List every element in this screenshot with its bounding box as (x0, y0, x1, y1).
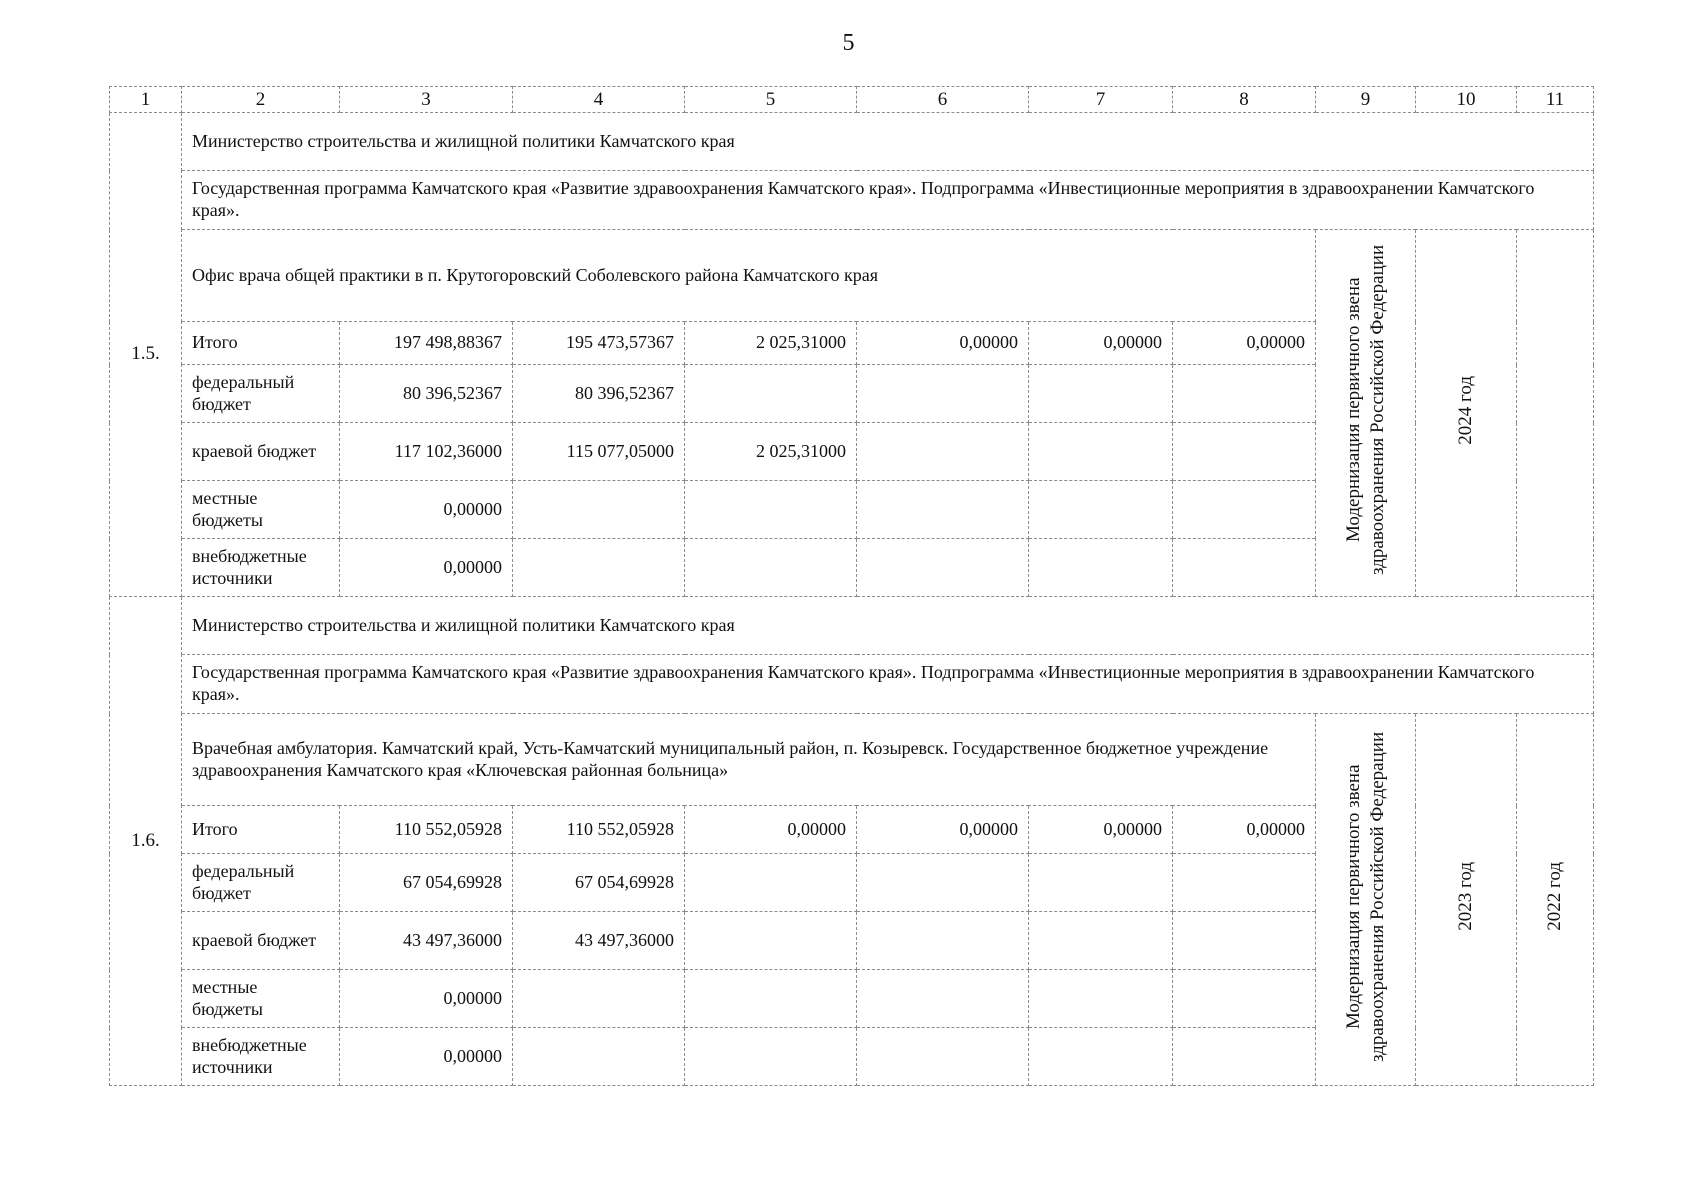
year-end: 2023 год (1455, 862, 1477, 932)
value-cell (1029, 1028, 1173, 1086)
value-cell: 0,00000 (340, 970, 513, 1028)
value-cell (685, 1028, 857, 1086)
value-cell (1029, 970, 1173, 1028)
value-cell: 115 077,05000 (513, 423, 685, 481)
year-cell (1416, 714, 1517, 1086)
value-cell (1173, 854, 1316, 912)
row-label: Итого (182, 806, 340, 854)
row-label: краевой бюджет (182, 423, 340, 481)
value-cell (1173, 481, 1316, 539)
value-cell (513, 1028, 685, 1086)
value-cell: 0,00000 (857, 322, 1029, 365)
column-number: 5 (685, 87, 857, 113)
column-number: 2 (182, 87, 340, 113)
value-cell: 67 054,69928 (340, 854, 513, 912)
row-label: местные бюджеты (182, 481, 340, 539)
column-number: 10 (1416, 87, 1517, 113)
value-cell (1173, 539, 1316, 597)
value-cell: 0,00000 (685, 806, 857, 854)
value-cell (1173, 365, 1316, 423)
value-cell: 195 473,57367 (513, 322, 685, 365)
budget-table (109, 86, 1594, 1086)
value-cell (857, 912, 1029, 970)
column-number: 1 (110, 87, 182, 113)
value-cell (685, 539, 857, 597)
row-label: местные бюджеты (182, 970, 340, 1028)
value-cell (1173, 912, 1316, 970)
value-cell (1029, 481, 1173, 539)
value-cell: 67 054,69928 (513, 854, 685, 912)
value-cell: 0,00000 (340, 481, 513, 539)
value-cell: 0,00000 (857, 806, 1029, 854)
value-cell: 80 396,52367 (340, 365, 513, 423)
value-cell (1029, 365, 1173, 423)
ministry-name: Министерство строительства и жилищной политики Камчатского края (182, 113, 1594, 171)
value-cell: 2 025,31000 (685, 322, 857, 365)
value-cell: 0,00000 (1173, 806, 1316, 854)
column-number: 4 (513, 87, 685, 113)
row-label: внебюджетные источники (182, 1028, 340, 1086)
column-number: 11 (1517, 87, 1594, 113)
value-cell (857, 970, 1029, 1028)
section-number: 1.5. (110, 113, 182, 597)
value-cell (1173, 423, 1316, 481)
value-cell (685, 854, 857, 912)
value-cell (1173, 1028, 1316, 1086)
column-number: 7 (1029, 87, 1173, 113)
project-name-cell (1316, 714, 1416, 1086)
value-cell (857, 365, 1029, 423)
value-cell (1029, 423, 1173, 481)
value-cell: 2 025,31000 (685, 423, 857, 481)
value-cell (513, 539, 685, 597)
program-name: Государственная программа Камчатского края «Развитие здравоохранения Камчатского края». Подпрограмма «Инвестиционные мероприятия в здравоохранении Камчатского края». (182, 655, 1594, 714)
column-number: 8 (1173, 87, 1316, 113)
value-cell: 80 396,52367 (513, 365, 685, 423)
value-cell: 43 497,36000 (340, 912, 513, 970)
year-end: 2024 год (1455, 375, 1477, 445)
value-cell: 110 552,05928 (340, 806, 513, 854)
program-name: Государственная программа Камчатского края «Развитие здравоохранения Камчатского края». Подпрограмма «Инвестиционные мероприятия в здравоохранении Камчатского края». (182, 171, 1594, 230)
value-cell (513, 970, 685, 1028)
year-cell (1517, 230, 1594, 597)
value-cell (857, 854, 1029, 912)
value-cell (685, 970, 857, 1028)
value-cell (857, 1028, 1029, 1086)
value-cell (857, 539, 1029, 597)
value-cell (857, 481, 1029, 539)
column-number: 9 (1316, 87, 1416, 113)
project-name: Модернизация первичного звена здравоохранения Российской Федерации (1342, 245, 1388, 576)
value-cell: 43 497,36000 (513, 912, 685, 970)
column-number: 3 (340, 87, 513, 113)
value-cell: 110 552,05928 (513, 806, 685, 854)
value-cell (1029, 539, 1173, 597)
page-number: 5 (842, 30, 855, 56)
section-number: 1.6. (110, 597, 182, 1086)
project-name-cell (1316, 230, 1416, 597)
row-label: федеральный бюджет (182, 365, 340, 423)
value-cell (1029, 912, 1173, 970)
year-cell (1416, 230, 1517, 597)
row-label: федеральный бюджет (182, 854, 340, 912)
value-cell (857, 423, 1029, 481)
value-cell: 117 102,36000 (340, 423, 513, 481)
value-cell (685, 481, 857, 539)
value-cell (685, 912, 857, 970)
object-name: Врачебная амбулатория. Камчатский край, Усть-Камчатский муниципальный район, п. Козыревск. Государственное бюджетное учреждение здравоохранения Камчатского края «Ключевская районная больница» (182, 714, 1316, 806)
column-number: 6 (857, 87, 1029, 113)
row-label: внебюджетные источники (182, 539, 340, 597)
project-name: Модернизация первичного звена здравоохранения Российской Федерации (1342, 731, 1388, 1062)
value-cell: 0,00000 (340, 539, 513, 597)
value-cell (513, 481, 685, 539)
value-cell: 197 498,88367 (340, 322, 513, 365)
value-cell (685, 365, 857, 423)
value-cell (1173, 970, 1316, 1028)
value-cell: 0,00000 (1029, 806, 1173, 854)
row-label: Итого (182, 322, 340, 365)
object-name: Офис врача общей практики в п. Крутогоровский Соболевского района Камчатского края (182, 230, 1316, 322)
value-cell (1029, 854, 1173, 912)
value-cell: 0,00000 (1173, 322, 1316, 365)
column-numbers-row (110, 87, 1594, 113)
year-cell (1517, 714, 1594, 1086)
value-cell: 0,00000 (1029, 322, 1173, 365)
ministry-name: Министерство строительства и жилищной политики Камчатского края (182, 597, 1594, 655)
year-start: 2022 год (1544, 862, 1566, 932)
row-label: краевой бюджет (182, 912, 340, 970)
value-cell: 0,00000 (340, 1028, 513, 1086)
